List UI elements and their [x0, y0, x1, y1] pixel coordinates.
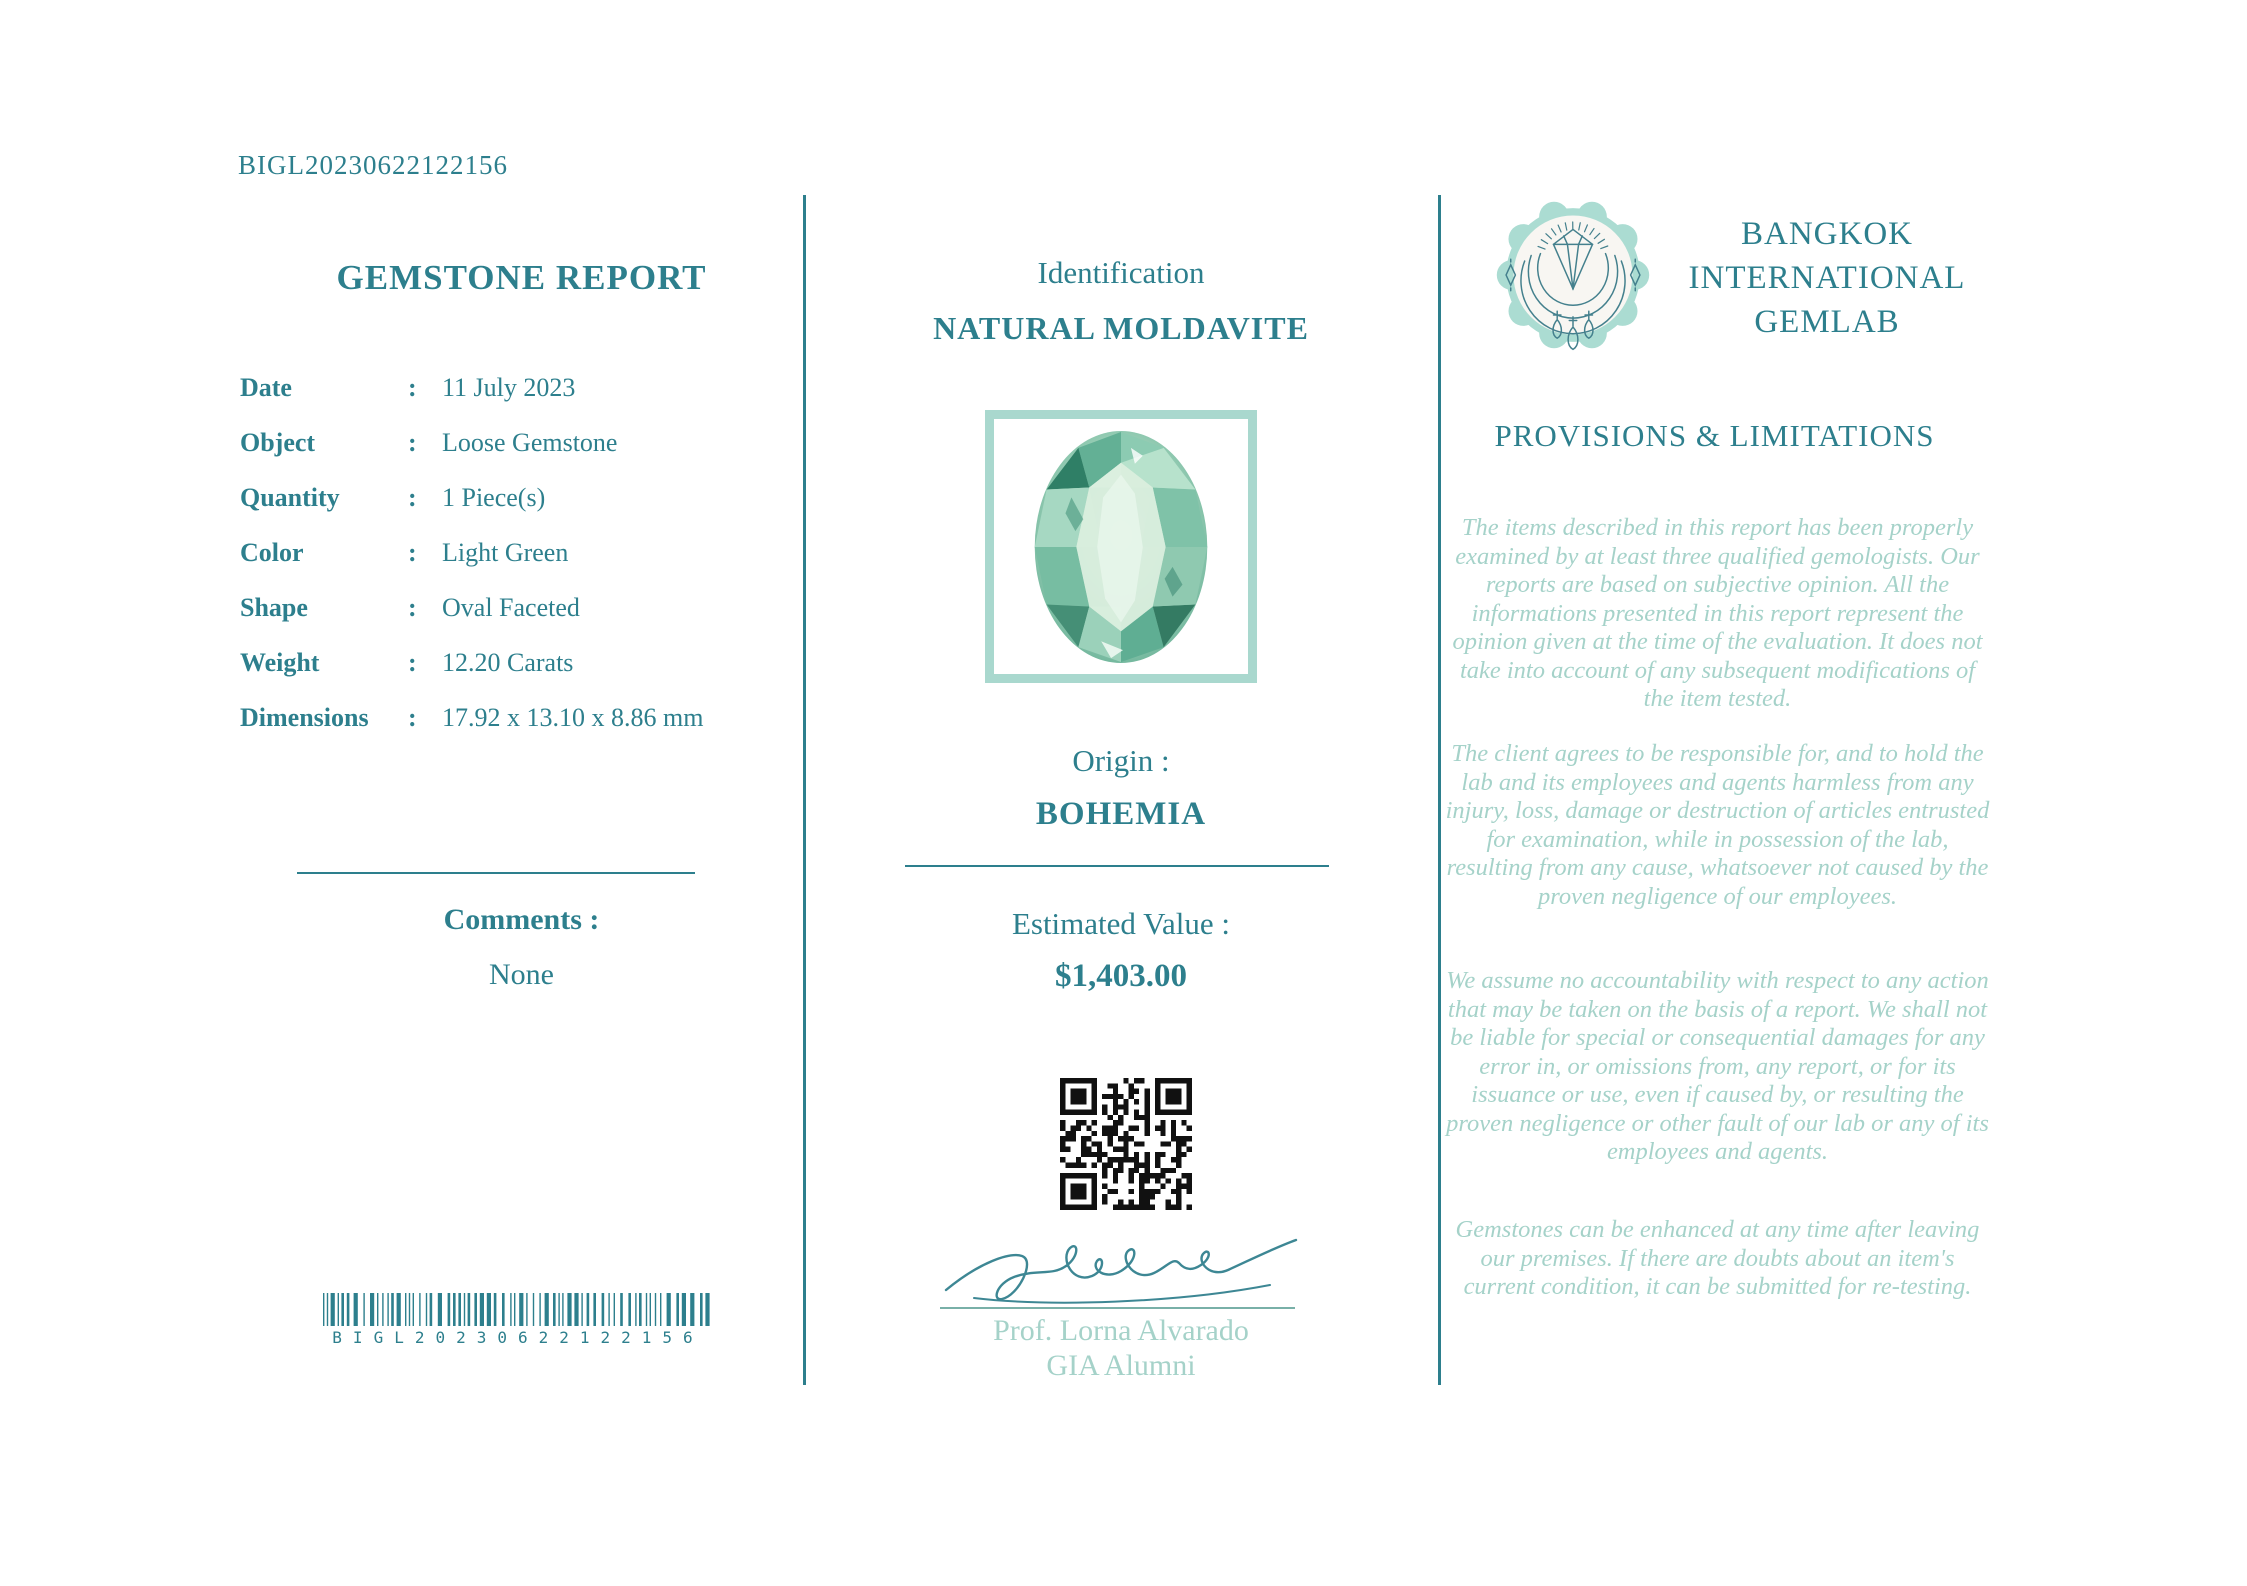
detail-row-shape — [240, 580, 800, 635]
comments-label: Comments : — [443, 903, 600, 936]
detail-label: Date — [240, 372, 292, 402]
detail-label: Dimensions — [240, 702, 369, 732]
comments-divider-line — [297, 872, 695, 874]
detail-separator: : — [408, 592, 417, 622]
origin-value: BOHEMIA — [1035, 796, 1207, 832]
provisions-paragraph: We assume no accountability with respect to any action that may be taken on the basis of a report. We shall not be liable for special or consequential damages for any error in, or omissions from, any report, or for its issuance or use, even if caused by, or resulting the proven negligence or other fault of our lab or any of its employees and agents. — [1446, 967, 1989, 1165]
detail-separator: : — [408, 372, 417, 402]
gem-photo — [1030, 428, 1212, 666]
detail-row-date — [240, 360, 800, 415]
detail-row-weight — [240, 635, 800, 690]
detail-separator: : — [408, 427, 417, 457]
signature-line — [940, 1307, 1295, 1309]
detail-value: 12.20 Carats — [442, 647, 574, 677]
comments-value: None — [489, 958, 554, 991]
column-divider-right — [1438, 195, 1441, 1385]
qr-code — [1060, 1078, 1192, 1210]
signature-handwriting — [940, 1228, 1304, 1308]
provisions-paragraph: The client agrees to be responsible for, and to hold the lab and its employees and agents harmless from any injury, loss, damage or destruction of articles entrusted for examination, while in possession of the lab, resulting from any cause, whatsoever not caused by the proven negligence of our employees. — [1445, 740, 1990, 910]
provisions-title: PROVISIONS & LIMITATIONS — [1494, 418, 1935, 453]
signatory-name: Prof. Lorna Alvarado — [993, 1314, 1249, 1347]
lab-name — [1652, 212, 2002, 344]
estimated-value: $1,403.00 — [1055, 958, 1187, 994]
lab-name-line: INTERNATIONAL — [1688, 260, 1966, 296]
gem-photo-frame — [985, 410, 1257, 683]
lab-name-line: GEMLAB — [1754, 304, 1900, 340]
detail-label: Object — [240, 427, 316, 457]
barcode — [323, 1293, 713, 1347]
gem-details-table — [240, 360, 800, 745]
detail-separator: : — [408, 537, 417, 567]
detail-value: Loose Gemstone — [442, 427, 618, 457]
provisions-paragraph: The items described in this report has been properly examined by at least three qualified gemologists. Our reports are based on subjective opinion. All the informations presented in this report represent the opinion given at the time of the evaluation. It does not take into account of any subsequent modifications of the item tested. — [1452, 514, 1983, 712]
detail-row-dimensions — [240, 690, 800, 745]
estimated-value-label: Estimated Value : — [1011, 906, 1231, 941]
detail-value: 11 July 2023 — [442, 372, 576, 402]
detail-row-color — [240, 525, 800, 580]
detail-label: Shape — [240, 592, 308, 622]
detail-label: Color — [240, 537, 304, 567]
report-number: BIGL20230622122156 — [238, 150, 508, 180]
middle-divider-line — [905, 865, 1329, 867]
gemlab-logo-icon — [1494, 196, 1652, 354]
detail-value: Oval Faceted — [442, 592, 580, 622]
signatory-title: GIA Alumni — [1046, 1349, 1196, 1382]
page-title: GEMSTONE REPORT — [336, 258, 707, 297]
detail-separator: : — [408, 482, 417, 512]
detail-value: 17.92 x 13.10 x 8.86 mm — [442, 702, 704, 732]
column-divider-left — [803, 195, 806, 1385]
provisions-paragraph: Gemstones can be enhanced at any time after leaving our premises. If there are doubts about an item's current condition, it can be submitted for re-testing. — [1455, 1216, 1980, 1300]
detail-row-object — [240, 415, 800, 470]
lab-name-line: BANGKOK — [1741, 216, 1913, 252]
identification-label: Identification — [1037, 255, 1205, 290]
origin-label: Origin : — [1072, 743, 1170, 778]
detail-separator: : — [408, 647, 417, 677]
detail-label: Weight — [240, 647, 320, 677]
detail-label: Quantity — [240, 482, 340, 512]
lab-header — [1442, 196, 2002, 354]
detail-row-quantity — [240, 470, 800, 525]
detail-value: Light Green — [442, 537, 569, 567]
barcode-bars — [323, 1293, 713, 1327]
barcode-text: BIGL20230622122156 — [332, 1328, 704, 1347]
identification-value: NATURAL MOLDAVITE — [933, 310, 1309, 346]
detail-separator: : — [408, 702, 417, 732]
detail-value: 1 Piece(s) — [442, 482, 546, 512]
